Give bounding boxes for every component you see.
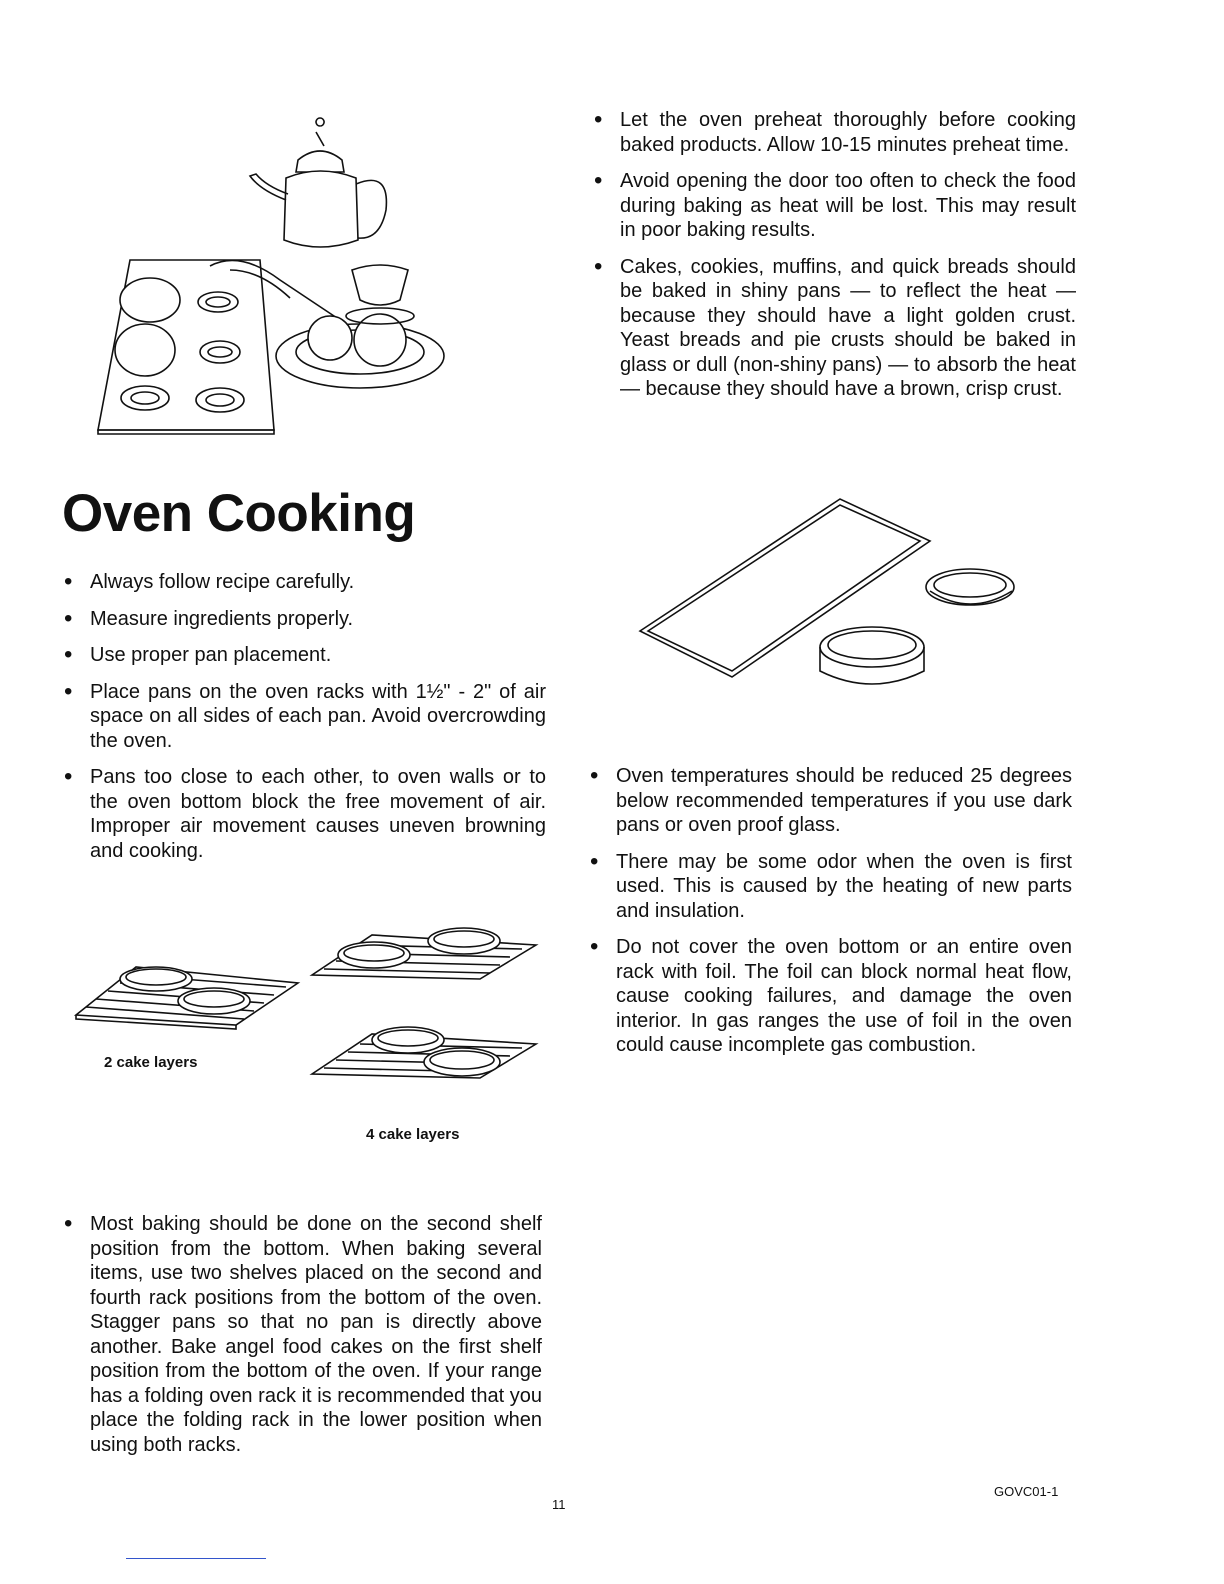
bottom-bullet-list: [62, 1212, 542, 1469]
right-top-bullet-list: [592, 108, 1076, 414]
bullet-dark-pans: • Oven temperatures should be reduced 25 degrees below recommended temperatures if you use dark pans or oven proof glass.: [588, 764, 1072, 838]
bullet-air-movement: • Pans too close to each other, to oven walls or to the oven bottom block the free movement of air. Improper air movement causes uneven browning and cooking.: [62, 765, 546, 863]
bullet-door-opening: • Avoid opening the door too often to check the food during baking as heat will be lost. This may result in poor baking results.: [592, 169, 1076, 243]
caption-two-layers: 2 cake layers: [104, 1054, 198, 1071]
page-number: 11: [552, 1497, 566, 1512]
four-layers-top-rack-illustration: [312, 925, 542, 985]
bullet-air-space: • Place pans on the oven racks with 1½" - 2" of air space on all sides of each pan. Avoid overcrowding the oven.: [62, 680, 546, 754]
document-code: GOVC01-1: [994, 1484, 1059, 1499]
bullet-preheat: • Let the oven preheat thoroughly before cooking baked products. Allow 10-15 minutes preheat time.: [592, 108, 1076, 157]
left-bullet-list: [62, 570, 546, 875]
footer-rule: [126, 1558, 266, 1559]
bullet-foil: • Do not cover the oven bottom or an entire oven rack with foil. The foil can block normal heat flow, cause cooking failures, and damage the oven interior. In gas ranges the use of foil in the oven could cause incomplete gas combustion.: [588, 935, 1072, 1058]
right-bottom-bullet-list: [588, 764, 1072, 1070]
pans-illustration: [640, 495, 1040, 695]
bullet-follow-recipe: • Always follow recipe carefully.: [62, 570, 546, 595]
coffee-muffin-illustration: [90, 120, 450, 440]
bullet-pan-types: • Cakes, cookies, muffins, and quick breads should be baked in shiny pans — to reflect the heat — because they should have a light golden crust. Yeast breads and pie crusts should be baked in glass or dull (non-shiny pans) — to absorb the heat — because they should have a brown, crisp crust.: [592, 255, 1076, 402]
four-layers-bottom-rack-illustration: [312, 1022, 542, 1084]
page-title: Oven Cooking: [62, 484, 416, 543]
bullet-shelf-position: • Most baking should be done on the second shelf position from the bottom. When baking several items, use two shelves placed on the second and fourth rack positions from the bottom of the oven. Stagger pans so that no pan is directly above another. Bake angel food cakes on the first shelf position from the bottom of the oven. If your range has a folding oven rack it is recommended that you place the folding rack in the lower position when using both racks.: [62, 1212, 542, 1457]
bullet-pan-placement: • Use proper pan placement.: [62, 643, 546, 668]
caption-four-layers: 4 cake layers: [366, 1126, 460, 1143]
two-layers-rack-illustration: [76, 955, 306, 1035]
bullet-odor: • There may be some odor when the oven is first used. This is caused by the heating of new parts and insulation.: [588, 850, 1072, 924]
bullet-measure: • Measure ingredients properly.: [62, 607, 546, 632]
